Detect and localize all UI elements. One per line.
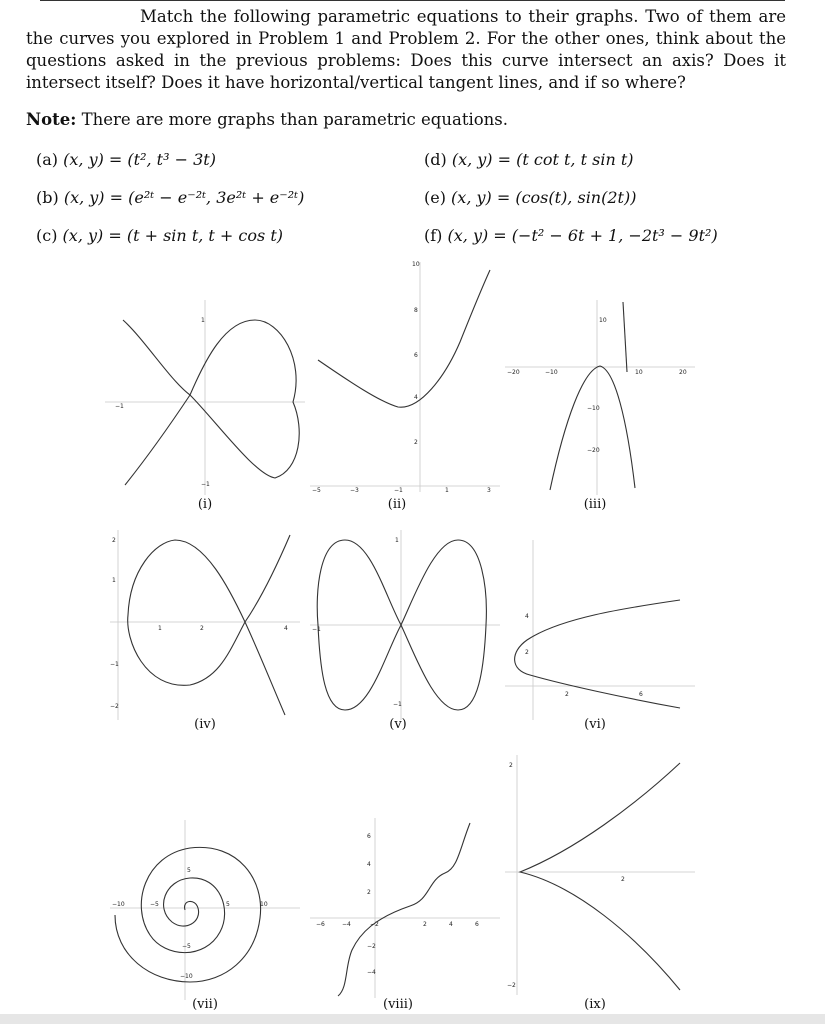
equation-expr: (x, y) = (cos(t), sin(2t)) [451, 188, 637, 207]
note-text: There are more graphs than parametric equations. [81, 110, 509, 129]
tick-label: −2 [110, 703, 119, 710]
equation-label: (a) [36, 150, 59, 169]
curve [550, 366, 635, 490]
tick-label: 1 [112, 577, 116, 584]
tick-label: −4 [367, 969, 376, 976]
equation-c [36, 226, 283, 245]
tick-label: 2 [525, 649, 529, 656]
graph-caption: (ix) [584, 997, 606, 1012]
tick-label: 10 [635, 369, 643, 376]
tick-label: 2 [565, 691, 569, 698]
tick-label: −10 [112, 901, 125, 908]
tick-label: 4 [449, 921, 453, 928]
graph-v [310, 530, 500, 720]
tick-label: 5 [226, 901, 230, 908]
tick-label: 4 [525, 613, 529, 620]
tick-label: −2 [367, 943, 376, 950]
equation-label: (c) [36, 226, 58, 245]
tick-label: 2 [621, 876, 625, 883]
top-rule [40, 0, 785, 1]
problem-intro: Match the following parametric equations to their graphs. Two of them are the curves you explored in Problem 1 and Problem 2. For the other ones, think about the questions asked in the previous problems: Does this curve intersect an axis? Does it intersect itself? Does it have horizontal/vertical tangent lines, and if so where? [26, 7, 786, 92]
tick-label: −1 [115, 403, 124, 410]
note-label: Note: [26, 110, 77, 129]
tick-label: 2 [423, 921, 427, 928]
tick-label: 10 [599, 317, 607, 324]
tick-label: 3 [487, 487, 491, 494]
tick-label: −1 [110, 661, 119, 668]
tick-label: 4 [414, 394, 418, 401]
equation-expr: (x, y) = (t², t³ − 3t) [63, 150, 216, 169]
graph-i [105, 300, 305, 495]
equation-label: (f) [424, 226, 443, 245]
equation-label: (e) [424, 188, 446, 207]
tick-label: −10 [545, 369, 558, 376]
graph-viii [310, 818, 500, 998]
equation-e [424, 188, 636, 207]
graph-caption: (iv) [194, 717, 216, 732]
tick-label: 1 [445, 487, 449, 494]
tick-label: 2 [509, 762, 513, 769]
tick-label: 4 [367, 861, 371, 868]
tick-label: −3 [350, 487, 359, 494]
tick-label: −10 [180, 973, 193, 980]
tick-label: −10 [587, 405, 600, 412]
tick-label: 6 [414, 352, 418, 359]
equation-expr: (x, y) = (e²ᵗ − e⁻²ᵗ, 3e²ᵗ + e⁻²ᵗ) [63, 188, 305, 207]
tick-label: −6 [316, 921, 325, 928]
tick-label: −4 [342, 921, 351, 928]
graph-caption: (iii) [583, 497, 607, 512]
tick-label: −5 [312, 487, 321, 494]
tick-label: −1 [312, 626, 321, 633]
graph-vii [110, 820, 300, 1000]
tick-label: −2 [370, 921, 379, 928]
equation-b [36, 188, 304, 207]
graph-ii [310, 262, 500, 492]
curve [318, 270, 490, 407]
tick-label: −20 [507, 369, 520, 376]
equation-expr: (x, y) = (t cot t, t sin t) [451, 150, 634, 169]
equation-a [36, 150, 216, 169]
equation-d [424, 150, 634, 169]
graph-ix [505, 755, 695, 995]
tick-label: −20 [587, 447, 600, 454]
note [26, 110, 508, 129]
graph-caption: (viii) [383, 997, 413, 1012]
curve [123, 320, 299, 485]
tick-label: 2 [112, 537, 116, 544]
graph-caption: (vi) [584, 717, 606, 732]
equation-label: (b) [36, 188, 59, 207]
tick-label: 10 [260, 901, 268, 908]
graph-iv [110, 530, 300, 720]
tick-label: 6 [475, 921, 479, 928]
page-footer-bar [0, 1014, 825, 1024]
tick-label: 10 [412, 261, 420, 268]
graph-vi [505, 540, 695, 720]
tick-label: −1 [393, 701, 402, 708]
tick-label: 2 [367, 889, 371, 896]
tick-label: 1 [158, 625, 162, 632]
equation-expr: (x, y) = (−t² − 6t + 1, −2t³ − 9t²) [447, 226, 718, 245]
tick-label: 5 [187, 867, 191, 874]
tick-label: −1 [394, 487, 403, 494]
tick-label: 1 [201, 317, 205, 324]
curve [338, 823, 470, 996]
tick-label: 2 [414, 439, 418, 446]
graph-caption: (vii) [192, 997, 218, 1012]
graph-iii [505, 300, 695, 495]
tick-label: 6 [367, 833, 371, 840]
equation-f [424, 226, 718, 245]
tick-label: 4 [284, 625, 288, 632]
tick-label: 6 [639, 691, 643, 698]
equation-label: (d) [424, 150, 447, 169]
tick-label: 1 [395, 537, 399, 544]
tick-label: −5 [150, 901, 159, 908]
tick-label: −2 [507, 982, 516, 989]
curve [515, 600, 680, 708]
tick-label: −1 [201, 481, 210, 488]
equation-expr: (x, y) = (t + sin t, t + cos t) [62, 226, 283, 245]
curve [623, 302, 627, 372]
curve [128, 535, 290, 715]
tick-label: 2 [200, 625, 204, 632]
graph-caption: (i) [197, 497, 213, 512]
graph-caption: (v) [389, 717, 407, 732]
tick-label: −5 [182, 943, 191, 950]
tick-label: 20 [679, 369, 687, 376]
graph-caption: (ii) [387, 497, 407, 512]
curve [520, 763, 680, 990]
tick-label: 8 [414, 307, 418, 314]
